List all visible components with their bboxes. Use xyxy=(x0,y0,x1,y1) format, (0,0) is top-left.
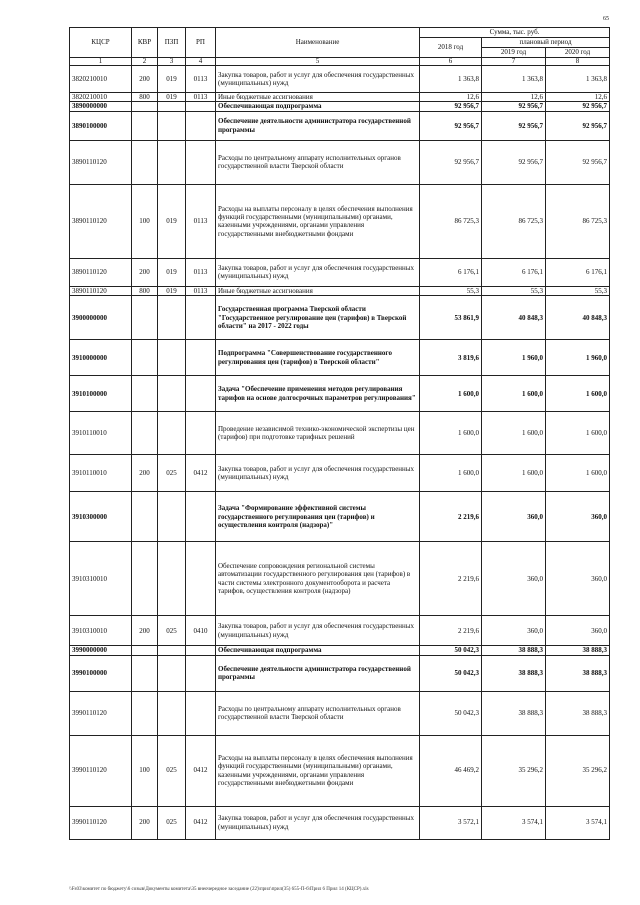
cell-name: Задача "Формирование эффективной системы государственного регулирования цен (тарифов) и осуществления контроля (надзора)" xyxy=(216,492,420,542)
cell-kvr: 200 xyxy=(132,455,158,492)
cell-pzp: 019 xyxy=(158,93,186,102)
cell-2018: 46 469,2 xyxy=(420,735,482,806)
cell-rp xyxy=(186,376,216,412)
cell-2019: 38 888,3 xyxy=(482,655,546,691)
cell-kvr xyxy=(132,412,158,455)
table-row xyxy=(70,296,610,340)
cell-rp: 0412 xyxy=(186,806,216,839)
cell-name: Государственная программа Тверской области "Государственное регулирование цен (тарифов) в Тверской области" на 2017 - 2022 годы xyxy=(216,296,420,340)
cell-2020: 92 956,7 xyxy=(546,111,610,140)
cell-pzp xyxy=(158,296,186,340)
cell-2020: 92 956,7 xyxy=(546,102,610,111)
cell-kvr xyxy=(132,691,158,735)
cell-2019: 1 960,0 xyxy=(482,340,546,376)
cell-ktsr: 3910100000 xyxy=(70,376,132,412)
cell-2018: 55,3 xyxy=(420,286,482,295)
col-index: 4 xyxy=(186,58,216,66)
cell-pzp: 025 xyxy=(158,735,186,806)
cell-name: Задача "Обеспечение применения методов регулирования тарифов на основе долгосрочных параметров регулирования" xyxy=(216,376,420,412)
cell-pzp xyxy=(158,140,186,184)
cell-pzp: 019 xyxy=(158,286,186,295)
cell-2019: 92 956,7 xyxy=(482,111,546,140)
table-row xyxy=(70,616,610,646)
cell-2018: 1 363,8 xyxy=(420,66,482,93)
cell-2020: 1 600,0 xyxy=(546,455,610,492)
cell-2019: 6 176,1 xyxy=(482,258,546,286)
col-index: 6 xyxy=(420,58,482,66)
cell-rp: 0412 xyxy=(186,455,216,492)
cell-name: Проведение независимой технико-экономической экспертизы цен (тарифов) при подготовке тарифных решений xyxy=(216,412,420,455)
table-row xyxy=(70,340,610,376)
cell-name: Закупка товаров, работ и услуг для обеспечения государственных (муниципальных) нужд xyxy=(216,455,420,492)
cell-2019: 40 848,3 xyxy=(482,296,546,340)
cell-pzp xyxy=(158,412,186,455)
table-row xyxy=(70,102,610,111)
cell-2018: 92 956,7 xyxy=(420,102,482,111)
cell-name: Закупка товаров, работ и услуг для обеспечения государственных (муниципальных) нужд xyxy=(216,616,420,646)
cell-2019: 1 600,0 xyxy=(482,455,546,492)
cell-2019: 92 956,7 xyxy=(482,140,546,184)
cell-kvr: 200 xyxy=(132,806,158,839)
cell-pzp: 025 xyxy=(158,455,186,492)
cell-2018: 92 956,7 xyxy=(420,140,482,184)
table-body xyxy=(70,66,610,840)
cell-ktsr: 3890000000 xyxy=(70,102,132,111)
cell-2020: 40 848,3 xyxy=(546,296,610,340)
cell-name: Обеспечивающая подпрограмма xyxy=(216,102,420,111)
table-row xyxy=(70,735,610,806)
cell-ktsr: 3990000000 xyxy=(70,646,132,655)
col-2018-header: 2018 год xyxy=(420,38,482,58)
cell-name: Расходы по центральному аппарату исполнительных органов государственной власти Тверской области xyxy=(216,691,420,735)
cell-2019: 1 600,0 xyxy=(482,412,546,455)
cell-name: Обеспечивающая подпрограмма xyxy=(216,646,420,655)
cell-rp: 0113 xyxy=(186,286,216,295)
cell-name: Иные бюджетные ассигнования xyxy=(216,286,420,295)
cell-kvr xyxy=(132,646,158,655)
col-index: 3 xyxy=(158,58,186,66)
cell-ktsr: 3890110120 xyxy=(70,286,132,295)
cell-2020: 1 600,0 xyxy=(546,412,610,455)
cell-kvr xyxy=(132,140,158,184)
sum-header: Сумма, тыс. руб. xyxy=(420,28,610,38)
cell-rp xyxy=(186,542,216,616)
cell-name: Закупка товаров, работ и услуг для обеспечения государственных (муниципальных) нужд xyxy=(216,66,420,93)
cell-2020: 35 296,2 xyxy=(546,735,610,806)
cell-ktsr: 3990110120 xyxy=(70,806,132,839)
table-row xyxy=(70,455,610,492)
cell-2018: 1 600,0 xyxy=(420,412,482,455)
cell-kvr: 800 xyxy=(132,93,158,102)
col-rp-header: РП xyxy=(186,28,216,58)
cell-ktsr: 3900000000 xyxy=(70,296,132,340)
cell-ktsr: 3910110010 xyxy=(70,455,132,492)
column-index-row xyxy=(70,58,610,66)
cell-name: Обеспечение сопровождения региональной системы автоматизации государственного регулирования цен (тарифов) в части системы электронного документооборота и расчета тарифов, осуществления контроля (надзора) xyxy=(216,542,420,616)
cell-2018: 3 572,1 xyxy=(420,806,482,839)
plan-period-header: плановый период xyxy=(482,38,610,48)
table-row xyxy=(70,66,610,93)
cell-2018: 53 861,9 xyxy=(420,296,482,340)
cell-2018: 1 600,0 xyxy=(420,376,482,412)
budget-table xyxy=(69,27,610,840)
cell-name: Подпрограмма "Совершенствование государственного регулирования цен (тарифов) в Тверской области" xyxy=(216,340,420,376)
cell-rp: 0113 xyxy=(186,66,216,93)
cell-2020: 12,6 xyxy=(546,93,610,102)
cell-2018: 2 219,6 xyxy=(420,492,482,542)
col-name-header: Наименование xyxy=(216,28,420,58)
cell-ktsr: 3910300000 xyxy=(70,492,132,542)
table-row xyxy=(70,646,610,655)
cell-2020: 86 725,3 xyxy=(546,184,610,258)
cell-ktsr: 3890110120 xyxy=(70,184,132,258)
cell-2018: 50 042,3 xyxy=(420,655,482,691)
cell-pzp: 025 xyxy=(158,806,186,839)
cell-2020: 360,0 xyxy=(546,542,610,616)
cell-kvr xyxy=(132,655,158,691)
cell-kvr: 100 xyxy=(132,184,158,258)
col-2019-header: 2019 год xyxy=(482,48,546,58)
cell-rp xyxy=(186,492,216,542)
col-index: 8 xyxy=(546,58,610,66)
cell-2020: 1 600,0 xyxy=(546,376,610,412)
cell-name: Закупка товаров, работ и услуг для обеспечения государственных (муниципальных) нужд xyxy=(216,806,420,839)
cell-2018: 2 219,6 xyxy=(420,542,482,616)
cell-rp: 0410 xyxy=(186,616,216,646)
cell-ktsr: 3820210010 xyxy=(70,93,132,102)
cell-2018: 1 600,0 xyxy=(420,455,482,492)
cell-2020: 38 888,3 xyxy=(546,655,610,691)
cell-rp xyxy=(186,691,216,735)
cell-rp xyxy=(186,412,216,455)
cell-pzp xyxy=(158,655,186,691)
cell-ktsr: 3910310010 xyxy=(70,542,132,616)
cell-ktsr: 3910310010 xyxy=(70,616,132,646)
cell-2020: 360,0 xyxy=(546,616,610,646)
cell-name: Иные бюджетные ассигнования xyxy=(216,93,420,102)
cell-pzp xyxy=(158,646,186,655)
cell-rp xyxy=(186,646,216,655)
cell-pzp xyxy=(158,691,186,735)
cell-name: Обеспечение деятельности администратора государственной программы xyxy=(216,111,420,140)
cell-2020: 92 956,7 xyxy=(546,140,610,184)
cell-kvr xyxy=(132,111,158,140)
cell-ktsr: 3890110120 xyxy=(70,140,132,184)
cell-pzp xyxy=(158,340,186,376)
cell-2019: 360,0 xyxy=(482,492,546,542)
cell-pzp xyxy=(158,542,186,616)
col-ktsr-header: КЦСР xyxy=(70,28,132,58)
cell-kvr xyxy=(132,102,158,111)
cell-2019: 360,0 xyxy=(482,542,546,616)
cell-kvr: 800 xyxy=(132,286,158,295)
cell-ktsr: 3890110120 xyxy=(70,258,132,286)
table-row xyxy=(70,184,610,258)
cell-2018: 50 042,3 xyxy=(420,691,482,735)
cell-2018: 3 819,6 xyxy=(420,340,482,376)
table-row xyxy=(70,542,610,616)
cell-kvr xyxy=(132,376,158,412)
cell-2019: 12,6 xyxy=(482,93,546,102)
cell-2019: 38 888,3 xyxy=(482,646,546,655)
cell-2019: 92 956,7 xyxy=(482,102,546,111)
cell-name: Расходы по центральному аппарату исполнительных органов государственной власти Тверской области xyxy=(216,140,420,184)
cell-kvr: 200 xyxy=(132,616,158,646)
cell-2019: 55,3 xyxy=(482,286,546,295)
cell-ktsr: 3820210010 xyxy=(70,66,132,93)
cell-2019: 1 363,8 xyxy=(482,66,546,93)
cell-pzp xyxy=(158,102,186,111)
cell-ktsr: 3910110010 xyxy=(70,412,132,455)
col-2020-header: 2020 год xyxy=(546,48,610,58)
cell-name: Расходы на выплаты персоналу в целях обеспечения выполнения функций государственными (муниципальными) органами, казенными учреждениями, органами управления государственными внебюджетными фондами xyxy=(216,735,420,806)
cell-name: Закупка товаров, работ и услуг для обеспечения государственных (муниципальных) нужд xyxy=(216,258,420,286)
cell-2018: 92 956,7 xyxy=(420,111,482,140)
cell-2020: 1 960,0 xyxy=(546,340,610,376)
cell-2019: 86 725,3 xyxy=(482,184,546,258)
cell-rp xyxy=(186,655,216,691)
col-index: 2 xyxy=(132,58,158,66)
cell-2020: 360,0 xyxy=(546,492,610,542)
cell-rp: 0113 xyxy=(186,258,216,286)
table-row xyxy=(70,806,610,839)
cell-2020: 6 176,1 xyxy=(546,258,610,286)
table-row xyxy=(70,93,610,102)
cell-kvr: 100 xyxy=(132,735,158,806)
col-index: 7 xyxy=(482,58,546,66)
table-row xyxy=(70,376,610,412)
col-pzp-header: ПЗП xyxy=(158,28,186,58)
table-row xyxy=(70,691,610,735)
cell-ktsr: 3990110120 xyxy=(70,691,132,735)
cell-2019: 35 296,2 xyxy=(482,735,546,806)
cell-pzp: 019 xyxy=(158,184,186,258)
cell-kvr: 200 xyxy=(132,258,158,286)
cell-2018: 2 219,6 xyxy=(420,616,482,646)
cell-2019: 360,0 xyxy=(482,616,546,646)
cell-rp: 0113 xyxy=(186,93,216,102)
page-number: 65 xyxy=(603,16,609,22)
table-row xyxy=(70,655,610,691)
cell-rp: 0113 xyxy=(186,184,216,258)
table-row xyxy=(70,140,610,184)
table-row xyxy=(70,492,610,542)
cell-kvr xyxy=(132,296,158,340)
footer-file-path: \\Fs03\комитет по бюджету\6 созыв\Документы комитета\35 внеочередное заседание (22)\прил\прил(35) 655-П-6\Прил 6 Прил 14 (КЦСР).xls xyxy=(69,887,369,892)
cell-name: Обеспечение деятельности администратора государственной программы xyxy=(216,655,420,691)
cell-kvr: 200 xyxy=(132,66,158,93)
cell-2019: 1 600,0 xyxy=(482,376,546,412)
cell-2020: 38 888,3 xyxy=(546,646,610,655)
cell-2018: 86 725,3 xyxy=(420,184,482,258)
cell-2019: 3 574,1 xyxy=(482,806,546,839)
cell-2020: 1 363,8 xyxy=(546,66,610,93)
cell-pzp: 019 xyxy=(158,258,186,286)
cell-pzp: 019 xyxy=(158,66,186,93)
cell-2018: 12,6 xyxy=(420,93,482,102)
cell-2020: 3 574,1 xyxy=(546,806,610,839)
cell-kvr xyxy=(132,542,158,616)
table-row xyxy=(70,286,610,295)
cell-pzp: 025 xyxy=(158,616,186,646)
table-row xyxy=(70,111,610,140)
cell-rp xyxy=(186,296,216,340)
col-kvr-header: КВР xyxy=(132,28,158,58)
cell-name: Расходы на выплаты персоналу в целях обеспечения выполнения функций государственными (муниципальными) органами, казенными учреждениями, органами управления государственными внебюджетными фондами xyxy=(216,184,420,258)
cell-2020: 38 888,3 xyxy=(546,691,610,735)
cell-rp: 0412 xyxy=(186,735,216,806)
cell-2018: 50 042,3 xyxy=(420,646,482,655)
col-index: 1 xyxy=(70,58,132,66)
cell-kvr xyxy=(132,492,158,542)
cell-rp xyxy=(186,102,216,111)
cell-pzp xyxy=(158,492,186,542)
cell-ktsr: 3990100000 xyxy=(70,655,132,691)
cell-pzp xyxy=(158,376,186,412)
cell-pzp xyxy=(158,111,186,140)
cell-2020: 55,3 xyxy=(546,286,610,295)
table-row xyxy=(70,258,610,286)
cell-ktsr: 3890100000 xyxy=(70,111,132,140)
table-row xyxy=(70,412,610,455)
cell-ktsr: 3990110120 xyxy=(70,735,132,806)
cell-rp xyxy=(186,340,216,376)
cell-2019: 38 888,3 xyxy=(482,691,546,735)
cell-rp xyxy=(186,140,216,184)
cell-ktsr: 3910000000 xyxy=(70,340,132,376)
cell-rp xyxy=(186,111,216,140)
col-index: 5 xyxy=(216,58,420,66)
cell-kvr xyxy=(132,340,158,376)
cell-2018: 6 176,1 xyxy=(420,258,482,286)
